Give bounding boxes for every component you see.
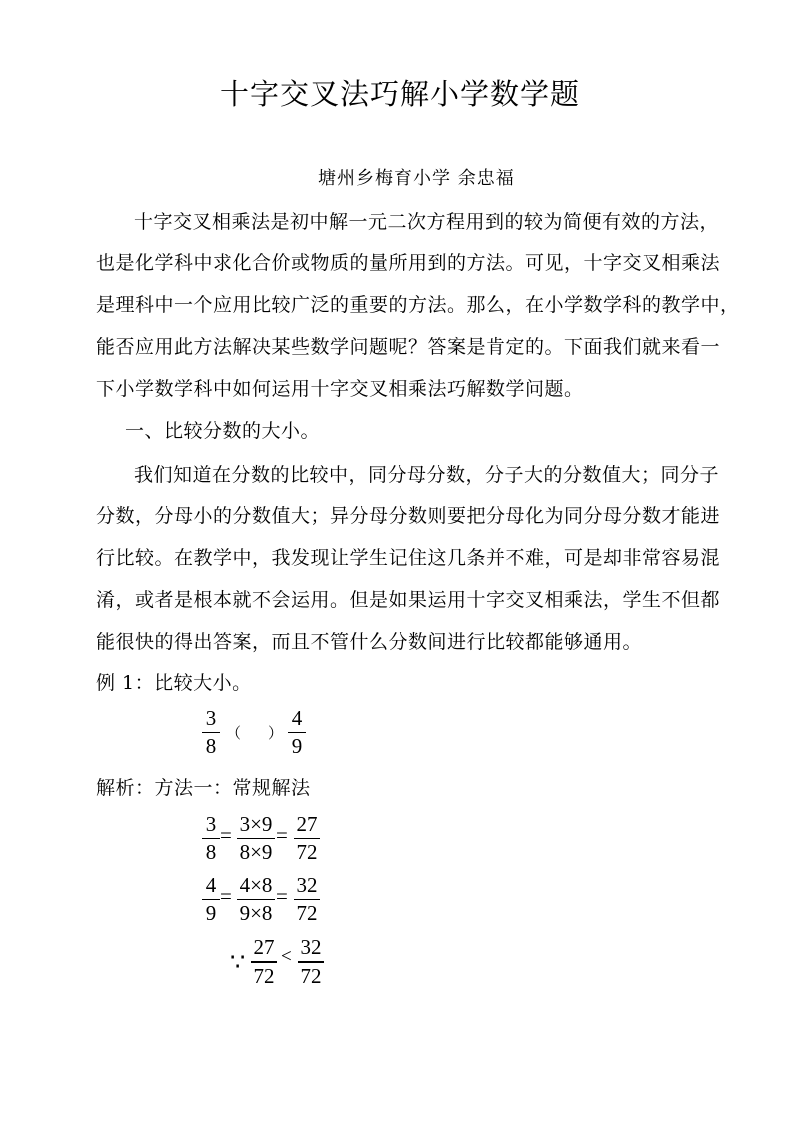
example-fraction-left <box>202 706 220 758</box>
paren-close: ） <box>268 724 284 742</box>
numerator: 32 <box>296 873 318 897</box>
denominator: 72 <box>300 964 322 988</box>
eq2-fraction-2 <box>237 873 275 925</box>
numerator: 3 <box>205 812 217 836</box>
fraction-bar <box>202 899 220 900</box>
less-than-sign: < <box>281 946 292 967</box>
numerator: 27 <box>253 935 275 959</box>
denominator: 72 <box>296 840 318 864</box>
eq2-fraction-1 <box>202 873 220 925</box>
document-title: 十字交叉法巧解小学数学题 <box>219 77 580 111</box>
intro-line-2: 也是化学科中求化合价或物质的量所用到的方法。可见，十字交叉相乘法 <box>96 252 721 274</box>
numerator: 27 <box>296 812 318 836</box>
section-heading: 一、比较分数的大小。 <box>125 420 321 442</box>
fraction-bar <box>251 961 277 963</box>
numerator: 3 <box>205 706 217 730</box>
because-symbol: ∵ <box>230 950 246 976</box>
equals-sign: = <box>220 884 232 908</box>
fraction-bar <box>288 732 306 733</box>
intro-line-3: 是理科中一个应用比较广泛的重要的方法。那么，在小学数学科的教学中， <box>96 294 740 316</box>
denominator: 9×8 <box>239 901 273 925</box>
author-line: 塘州乡梅育小学 余忠福 <box>318 168 515 189</box>
section-line-2: 分数，分母小的分数值大；异分母分数则要把分母化为同分母分数才能进 <box>96 505 721 527</box>
fraction-bar <box>202 838 220 839</box>
intro-line-4: 能否应用此方法解决某些数学问题呢？答案是肯定的。下面我们就来看一 <box>96 336 721 358</box>
denominator: 8×9 <box>239 840 273 864</box>
fraction-bar <box>294 899 320 900</box>
eq1-fraction-1 <box>202 812 220 864</box>
denominator: 72 <box>296 901 318 925</box>
section-line-4: 淆，或者是根本就不会运用。但是如果运用十字交叉相乘法，学生不但都 <box>96 589 721 611</box>
fraction-bar <box>294 838 320 839</box>
conclusion-fraction-2 <box>298 935 324 988</box>
conclusion-fraction-1 <box>251 935 277 988</box>
paren-open: （ <box>226 724 242 742</box>
section-line-5: 能很快的得出答案，而且不管什么分数间进行比较都能够通用。 <box>96 631 643 653</box>
example-label: 例 1：比较大小。 <box>96 672 252 694</box>
intro-line-5: 下小学数学科中如何运用十字交叉相乘法巧解数学问题。 <box>96 378 584 400</box>
equals-sign: = <box>276 884 288 908</box>
section-line-1: 我们知道在分数的比较中，同分母分数，分子大的分数值大；同分子 <box>134 464 720 486</box>
numerator: 4×8 <box>239 873 273 897</box>
numerator: 4 <box>205 873 217 897</box>
numerator: 4 <box>291 706 303 730</box>
numerator: 32 <box>300 935 322 959</box>
analysis-label: 解析：方法一：常规解法 <box>96 777 311 799</box>
eq1-fraction-3 <box>294 812 320 864</box>
example-fraction-right <box>288 706 306 758</box>
fraction-bar <box>237 838 275 839</box>
denominator: 9 <box>291 734 303 758</box>
intro-line-1: 十字交叉相乘法是初中解一元二次方程用到的较为简便有效的方法， <box>134 211 720 233</box>
denominator: 72 <box>253 964 275 988</box>
fraction-bar <box>298 961 324 963</box>
eq1-fraction-2 <box>237 812 275 864</box>
denominator: 8 <box>205 840 217 864</box>
numerator: 3×9 <box>239 812 273 836</box>
section-line-3: 行比较。在教学中，我发现让学生记住这几条并不难，可是却非常容易混 <box>96 547 721 569</box>
denominator: 8 <box>205 734 217 758</box>
equals-sign: = <box>276 823 288 847</box>
denominator: 9 <box>205 901 217 925</box>
equals-sign: = <box>220 823 232 847</box>
fraction-bar <box>202 732 220 733</box>
eq2-fraction-3 <box>294 873 320 925</box>
fraction-bar <box>237 899 275 900</box>
